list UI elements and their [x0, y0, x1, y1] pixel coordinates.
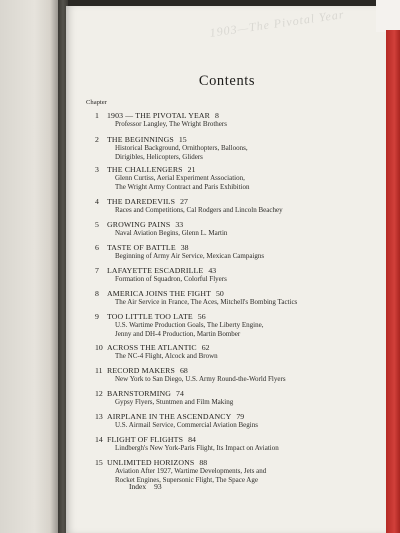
chapter-title: FLIGHT OF FLIGHTS	[107, 435, 184, 444]
toc-entry-heading	[86, 343, 386, 352]
toc-entry-heading	[86, 312, 386, 321]
toc-entry	[86, 389, 386, 407]
chapter-title: LAFAYETTE ESCADRILLE	[107, 266, 204, 275]
chapter-title: THE DAREDEVILS	[107, 197, 176, 206]
toc-entry-heading	[86, 289, 386, 298]
toc-entry-heading	[86, 412, 386, 421]
chapter-number: 1	[95, 111, 99, 120]
chapter-page-number: 15	[178, 135, 187, 144]
chapter-page-number: 79	[236, 412, 245, 421]
chapter-number: 13	[95, 412, 103, 421]
chapter-topics: Naval Aviation Begins, Glenn L. Martin	[115, 229, 228, 237]
chapter-number: 4	[95, 197, 99, 206]
chapter-topics: Jenny and DH-4 Production, Martin Bomber	[115, 329, 241, 338]
chapter-number: 11	[95, 366, 103, 375]
chapter-number: 9	[95, 312, 99, 321]
chapter-topics: Glenn Curtiss, Aerial Experiment Association,	[115, 174, 245, 182]
chapter-topics: Formation of Squadron, Colorful Flyers	[115, 275, 227, 283]
chapter-page-number: 43	[208, 266, 217, 275]
toc-entry	[86, 165, 386, 191]
chapter-title: THE CHALLENGERS	[107, 165, 183, 174]
toc-entry	[86, 343, 386, 361]
chapter-topics: Rocket Engines, Supersonic Flight, The Space Age	[115, 475, 258, 484]
chapter-number: 10	[95, 343, 103, 352]
toc-entry	[86, 412, 386, 430]
chapter-page-number: 84	[188, 435, 196, 444]
chapter-number: 12	[95, 389, 103, 398]
index-entry	[129, 482, 162, 491]
toc-entry	[86, 266, 386, 284]
chapter-topics: The NC-4 Flight, Alcock and Brown	[115, 352, 218, 360]
chapter-title: AIRPLANE IN THE ASCENDANCY	[107, 412, 232, 421]
chapter-topics: U.S. Airmail Service, Commercial Aviation Begins	[115, 421, 258, 429]
show-through-text: 1903—The Pivotal Year	[208, 7, 346, 40]
toc-entry	[86, 366, 386, 384]
index-page-number: 93	[154, 482, 162, 491]
chapter-topics: Dirigibles, Helicopters, Gliders	[115, 152, 203, 161]
chapter-topics: Beginning of Army Air Service, Mexican Campaigns	[115, 252, 265, 260]
page-title: Contents	[198, 73, 256, 89]
chapter-title: TASTE OF BATTLE	[107, 243, 176, 252]
chapter-title: TOO LITTLE TOO LATE	[107, 312, 193, 321]
toc-entry	[86, 312, 386, 338]
toc-entry	[86, 135, 386, 161]
chapter-page-number: 88	[199, 458, 208, 467]
chapter-page-number: 27	[180, 197, 188, 206]
chapter-number: 8	[95, 289, 99, 298]
chapter-title: UNLIMITED HORIZONS	[107, 458, 195, 467]
toc-entry	[86, 458, 386, 484]
chapter-topics: The Wright Army Contract and Paris Exhibition	[115, 182, 250, 191]
chapter-number: 7	[95, 266, 99, 275]
chapter-title: AMERICA JOINS THE FIGHT	[107, 289, 212, 298]
chapter-page-number: 33	[175, 220, 184, 229]
chapter-number: 3	[95, 165, 99, 174]
toc-entry-heading	[86, 111, 386, 120]
chapter-topics: Professor Langley, The Wright Brothers	[115, 120, 227, 128]
toc-entry-heading	[86, 135, 386, 144]
chapter-topics: Historical Background, Ornithopters, Balloons,	[115, 144, 248, 152]
chapter-topics: New York to San Diego, U.S. Army Round-the-World Flyers	[115, 375, 286, 383]
chapter-title: 1903 — THE PIVOTAL YEAR	[107, 111, 211, 120]
chapter-page-number: 38	[180, 243, 189, 252]
chapter-page-number: 50	[216, 289, 224, 298]
chapter-topics: Lindbergh's New York-Paris Flight, Its Impact on Aviation	[115, 444, 279, 452]
toc-entry-heading	[86, 366, 386, 375]
left-page	[0, 0, 58, 533]
chapter-topics: U.S. Wartime Production Goals, The Liberty Engine,	[115, 321, 264, 329]
toc-entry	[86, 220, 386, 238]
chapter-topics: Gypsy Flyers, Stuntmen and Film Making	[115, 398, 234, 406]
toc-entry-heading	[86, 389, 386, 398]
chapter-page-number: 8	[215, 111, 219, 120]
toc-entry	[86, 435, 386, 453]
chapter-title: THE BEGINNINGS	[107, 135, 174, 144]
chapter-page-number: 62	[201, 343, 210, 352]
chapter-page-number: 68	[180, 366, 188, 375]
toc-entry-heading	[86, 458, 386, 467]
chapter-page-number: 56	[197, 312, 206, 321]
chapter-number: 14	[95, 435, 103, 444]
chapter-topics: Races and Competitions, Cal Rodgers and Lincoln Beachey	[115, 206, 283, 214]
chapter-number: 15	[95, 458, 103, 467]
chapter-title: BARNSTORMING	[107, 389, 172, 398]
chapter-column-label: Chapter	[86, 99, 107, 106]
toc-entry	[86, 243, 386, 261]
chapter-topics: The Air Service in France, The Aces, Mitchell's Bombing Tactics	[115, 298, 298, 306]
chapter-page-number: 74	[176, 389, 184, 398]
chapter-title: RECORD MAKERS	[107, 366, 176, 375]
left-page-shadow	[50, 0, 58, 533]
toc-entry-heading	[86, 435, 386, 444]
toc-entry-heading	[86, 220, 386, 229]
chapter-number: 2	[95, 135, 99, 144]
toc-entry-heading	[86, 266, 386, 275]
toc-entry-heading	[86, 243, 386, 252]
chapter-page-number: 21	[187, 165, 196, 174]
book-cover-edge	[386, 30, 400, 533]
toc-entry	[86, 289, 386, 307]
toc-entry-heading	[86, 165, 386, 174]
chapter-number: 5	[95, 220, 99, 229]
index-label: Index	[129, 482, 147, 491]
toc-entry-heading	[86, 197, 386, 206]
chapter-title: GROWING PAINS	[107, 220, 171, 229]
chapter-title: ACROSS THE ATLANTIC	[107, 343, 197, 352]
toc-entry	[86, 111, 386, 129]
chapter-number: 6	[95, 243, 99, 252]
chapter-topics: Aviation After 1927, Wartime Developments, Jets and	[115, 467, 267, 475]
toc-entry	[86, 197, 386, 215]
